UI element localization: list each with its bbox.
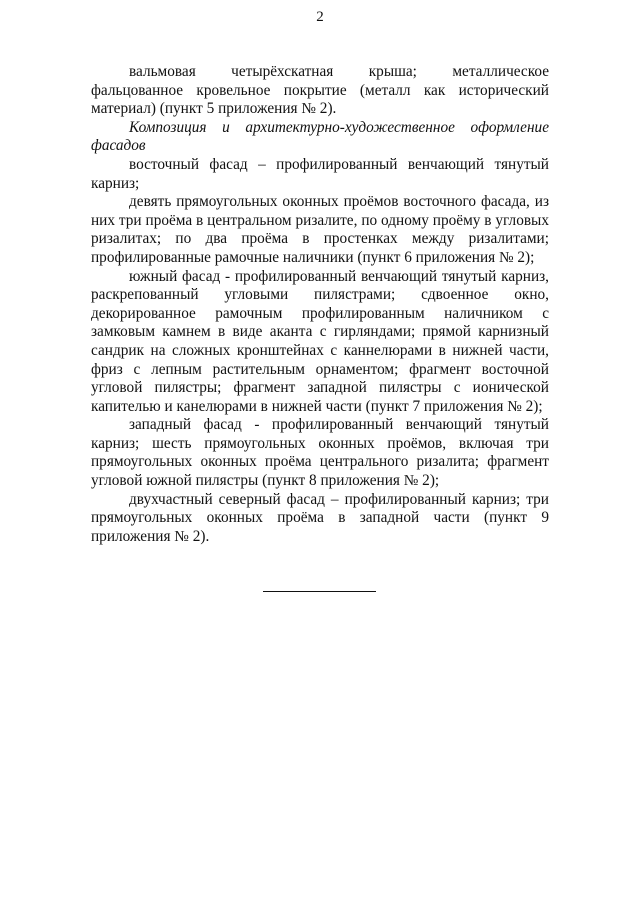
paragraph-north-facade: двухчастный северный фасад – профилированный карниз; три прямоугольных оконных проёма в западной части (пункт 9 приложения № 2). bbox=[91, 490, 549, 545]
paragraph-roof: вальмовая четырёхскатная крыша; металлическое фальцованное кровельное покрытие (металл как исторический материал) (пункт 5 приложения № 2). bbox=[91, 63, 549, 118]
paragraph-east-facade-windows: девять прямоугольных оконных проёмов восточного фасада, из них три проёма в центральном ризалите, по одному проёму в угловых ризалитах; по два проёма в простенках между ризалитами; профилированные рамочные наличники (пункт 6 приложения № 2); bbox=[91, 193, 549, 266]
end-of-text-rule bbox=[263, 591, 376, 592]
paragraph-east-facade-cornice: восточный фасад – профилированный венчающий тянутый карниз; bbox=[91, 155, 549, 192]
paragraph-south-facade: южный фасад - профилированный венчающий тянутый карниз, раскрепованный угловыми пилястрами; сдвоенное окно, декорированное рамочным профилированным наличником с замковым камнем в виде аканта с гирляндами; прямой карнизный сандрик на сложных кронштейнах с каннелюрами в нижней части, фриз с лепным растительным орнаментом; фрагмент восточной угловой пилястры; фрагмент западной пилястры с ионической капителью и канелюрами в нижней части (пункт 7 приложения № 2); bbox=[91, 267, 549, 415]
paragraph-west-facade: западный фасад - профилированный венчающий тянутый карниз; шесть прямоугольных оконных проёмов, включая три прямоугольных оконных проёма центрального ризалита; фрагмент угловой южной пилястры (пункт 8 приложения № 2); bbox=[91, 416, 549, 490]
page-number: 2 bbox=[316, 9, 324, 25]
document-body bbox=[91, 63, 549, 546]
section-heading-facades: Композиция и архитектурно-художественное оформление фасадов bbox=[91, 118, 549, 155]
